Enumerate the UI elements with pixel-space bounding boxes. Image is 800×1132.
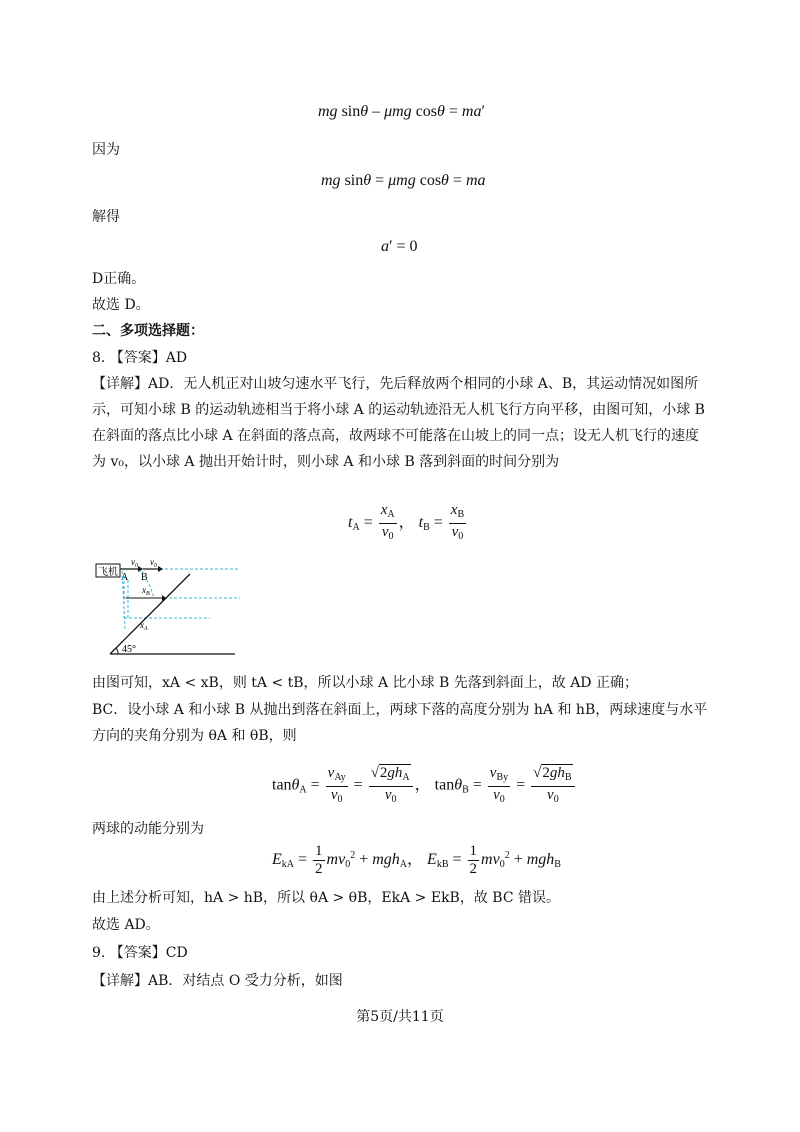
text-choose-d: 故选 D。 — [92, 297, 150, 313]
kinetic-intro: 两球的动能分别为 — [92, 821, 204, 837]
bc-conclusion: 由上述分析可知，hA > hB，所以 θA > θB，EkA > EkB，故 BC 错误。 — [92, 890, 560, 906]
equation-newton-2nd-slide: mg sinθ – μmg cosθ = ma′ — [318, 103, 485, 120]
equation-kinetic-energy: $E_{kA}$ = $\frac{1}{2}$ $mv_0^2 + mgh_A$， $E_{kB}$ = $\frac{1}{2}$ $mv_0^2 + mgh_B$ — [272, 843, 561, 877]
q9-answer: 9. 【答案】CD — [92, 945, 188, 961]
angle-arc — [116, 648, 118, 654]
label-xa: $x_A$ — [140, 620, 148, 632]
label-ball-b: B — [141, 572, 148, 583]
label-v0-a: $v_0$ — [131, 557, 138, 569]
velocity-arrowhead-b — [158, 566, 163, 572]
label-v0-b: $v_0$ — [150, 557, 157, 569]
q8-bc-paragraph: BC．设小球 A 和小球 B 从抛出到落在斜面上，两球下落的高度分别为 hA 和 hB，两球速度与水平方向的夹角分别为 θA 和 θB，则 — [92, 702, 708, 744]
choose-ad: 故选 AD。 — [92, 917, 160, 933]
equation-balance: mg sinθ = μmg cosθ = ma — [321, 172, 486, 189]
q8-conclusion: 由图可知，xA < xB，则 tA < tB，所以小球 A 比小球 B 先落到斜面上，故 AD 正确； — [92, 675, 638, 691]
q9-detail: 【详解】AB．对结点 O 受力分析，如图 — [92, 973, 343, 989]
text-d-correct: D正确。 — [92, 271, 146, 287]
page-footer: 第5页/共11页 — [356, 1009, 444, 1025]
projectile-slope-figure — [90, 556, 250, 661]
plane-label: 飞机 — [98, 567, 118, 578]
label-ball-a: A — [121, 572, 129, 583]
q8-answer: 8. 【答案】AD — [92, 350, 188, 366]
equation-tan-theta: tanθ$_A$ = $\frac{v_{Ay}}{v_0}$ = $\frac{√2gh_A}{v_0}$ ， tanθ$_B$ = $\frac{v_{By}}{v_0}$ = $\frac{√2gh_B}{v_0}$ — [272, 764, 577, 808]
section-heading-multiple-choice: 二、多项选择题： — [92, 323, 204, 339]
equation-a-prime-zero: a′ = 0 — [381, 238, 418, 255]
q8-detail-paragraph: 【详解】AD．无人机正对山坡匀速水平飞行，先后释放两个相同的小球 A、B，其运动情况如图所示，可知小球 B 的运动轨迹相当于将小球 A 的运动轨迹沿无人机飞行方向平移，由图可知，小球 B 在斜面的落点比小球 A 在斜面的落点高，故两球不可能落在山坡上的同一点；设无人机飞行的速度为 v₀，以小球 A 抛出开始计时，则小球 A 和小球 B 落到斜面的时间分别为 — [92, 376, 705, 470]
text-yinwei: 因为 — [92, 142, 120, 158]
text-jiede: 解得 — [92, 209, 120, 225]
label-xb: $x_B$ — [142, 585, 150, 597]
label-angle: 45° — [122, 644, 136, 655]
equation-time-a-b: $t_A$ = $\frac{x_A}{v_0}$ ， $t_B$ = $\frac{x_B}{v_0}$ — [348, 502, 468, 545]
